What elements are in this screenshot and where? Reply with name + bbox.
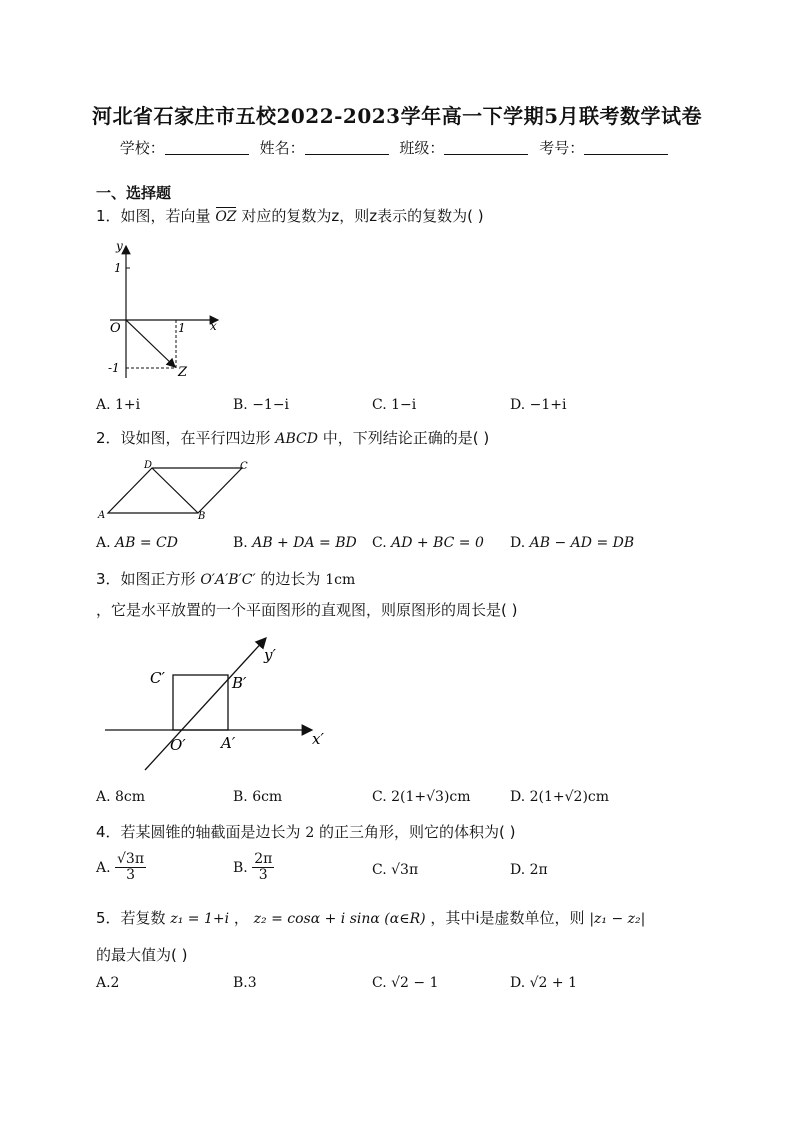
q3-option-b[interactable]: B. 6cm <box>233 789 283 805</box>
q3-y-axis <box>145 638 266 770</box>
q2-label-a: A <box>98 510 106 521</box>
q1-label-y: y <box>116 239 123 253</box>
q2-option-a-expr: AB = CD <box>115 535 178 551</box>
q3-label-x: x′ <box>312 730 324 748</box>
question-5-stem-line1: 5．若复数 z₁ = 1+i ， z₂ = cosα + i sinα (α∈R) ，其中i是虚数单位，则 |z₁ − z₂| <box>96 909 646 927</box>
q2-option-b-expr: AB + DA = BD <box>252 535 357 551</box>
q3-option-d[interactable]: D. 2(1+√2)cm <box>510 789 610 805</box>
q3-label-y: y′ <box>264 646 276 664</box>
q1-option-a[interactable]: A. 1+i <box>96 397 141 413</box>
q2-option-b[interactable]: B. AB + DA = BD <box>233 535 357 551</box>
q5-modulus: |z₁ − z₂| <box>589 911 646 927</box>
question-5-stem-line2: 的最大值为( ) <box>96 946 188 964</box>
q2-option-c-expr: AD + BC = 0 <box>391 535 484 551</box>
exam-number-field[interactable] <box>584 140 668 155</box>
q1-label-x: x <box>210 319 217 333</box>
q3-side-length: 1cm <box>325 572 356 588</box>
q1-option-c[interactable]: C. 1−i <box>372 397 417 413</box>
q2-option-d[interactable]: D. AB − AD = DB <box>510 535 635 551</box>
q2-diagonal <box>152 468 198 513</box>
q2-figure <box>96 458 266 522</box>
q2-stem-text: 2．设如图，在平行四边形 <box>96 429 271 447</box>
question-1-stem <box>96 205 484 226</box>
class-label: 班级： <box>399 139 445 157</box>
q4-option-a[interactable]: A. $\frac{√3\pi}{3}$ <box>96 851 145 884</box>
q1-label-z: Z <box>178 365 188 380</box>
q2-label-d: D <box>144 460 153 471</box>
q3-label-c: C′ <box>150 669 165 687</box>
q2-label-b: B <box>198 511 206 522</box>
name-field[interactable] <box>305 140 389 155</box>
student-info-line <box>0 137 794 158</box>
q5-option-d[interactable]: D. √2 + 1 <box>510 975 577 991</box>
q4-option-b-fraction: $\frac{2\pi}{3}$ <box>254 851 273 884</box>
q3-square <box>173 675 228 730</box>
q2-label-c: C <box>240 461 248 472</box>
q3-option-a[interactable]: A. 8cm <box>96 789 146 805</box>
school-label: 学校： <box>119 139 165 157</box>
q2-option-d-expr: AB − AD = DB <box>529 535 635 551</box>
q1-vector-arrow <box>126 320 175 367</box>
q1-label-neg1: -1 <box>108 361 120 375</box>
class-field[interactable] <box>444 140 528 155</box>
q5-option-a[interactable]: A.2 <box>96 975 120 991</box>
q4-option-a-fraction: $\frac{√3\pi}{3}$ <box>117 851 145 884</box>
q3-label-o: O′ <box>170 736 186 754</box>
q2-stem-text-end: 中，下列结论正确的是( ) <box>322 429 490 447</box>
q1-label-o: O <box>110 321 121 336</box>
q3-label-a: A′ <box>221 734 236 752</box>
q2-option-c[interactable]: C. AD + BC = 0 <box>372 535 484 551</box>
q1-stem-text-end: 对应的复数为z，则z表示的复数为( ) <box>241 207 484 225</box>
exam-title: 河北省石家庄市五校2022-2023学年高一下学期5月联考数学试卷 <box>91 104 703 128</box>
q1-option-d[interactable]: D. −1+i <box>510 397 567 413</box>
q3-square-name: O′A′B′C′ <box>200 572 256 588</box>
question-4-stem: 4．若某圆锥的轴截面是边长为 2 的正三角形，则它的体积为( ) <box>96 823 516 841</box>
question-3-stem-line1: 3．如图正方形 O′A′B′C′ 的边长为 1cm <box>96 570 356 588</box>
q3-figure <box>100 632 340 772</box>
q1-stem-text: 1．如图，若向量 <box>96 207 211 225</box>
q5-option-b[interactable]: B.3 <box>233 975 257 991</box>
q5-z1: z₁ = 1+i <box>170 911 230 927</box>
q1-figure <box>100 238 230 383</box>
q4-option-d[interactable]: D. 2π <box>510 862 548 878</box>
question-2-stem <box>96 427 489 448</box>
q3-label-b: B′ <box>232 674 247 692</box>
q3-option-c[interactable]: C. 2(1+√3)cm <box>372 789 471 805</box>
q5-option-c[interactable]: C. √2 − 1 <box>372 975 439 991</box>
q4-option-b[interactable]: B. $\frac{2\pi}{3}$ <box>233 851 273 884</box>
q2-option-a[interactable]: A. AB = CD <box>96 535 178 551</box>
name-label: 姓名： <box>259 139 305 157</box>
school-field[interactable] <box>165 140 249 155</box>
number-label: 考号： <box>539 139 585 157</box>
q2-parallelogram-name: ABCD <box>275 431 318 447</box>
q1-label-1x: 1 <box>178 321 186 335</box>
q5-z2: z₂ = cosα + i sinα (α∈R) <box>253 911 426 927</box>
section-heading: 一、选择题 <box>96 184 172 202</box>
q4-option-c[interactable]: C. √3π <box>372 862 419 878</box>
question-3-stem-line2: ，它是水平放置的一个平面图形的直观图，则原图形的周长是( ) <box>96 601 518 619</box>
q1-label-1y: 1 <box>114 261 122 275</box>
q1-vector-oz: OZ <box>215 209 237 225</box>
q4-side-length: 2 <box>305 825 315 841</box>
q1-option-b[interactable]: B. −1−i <box>233 397 290 413</box>
